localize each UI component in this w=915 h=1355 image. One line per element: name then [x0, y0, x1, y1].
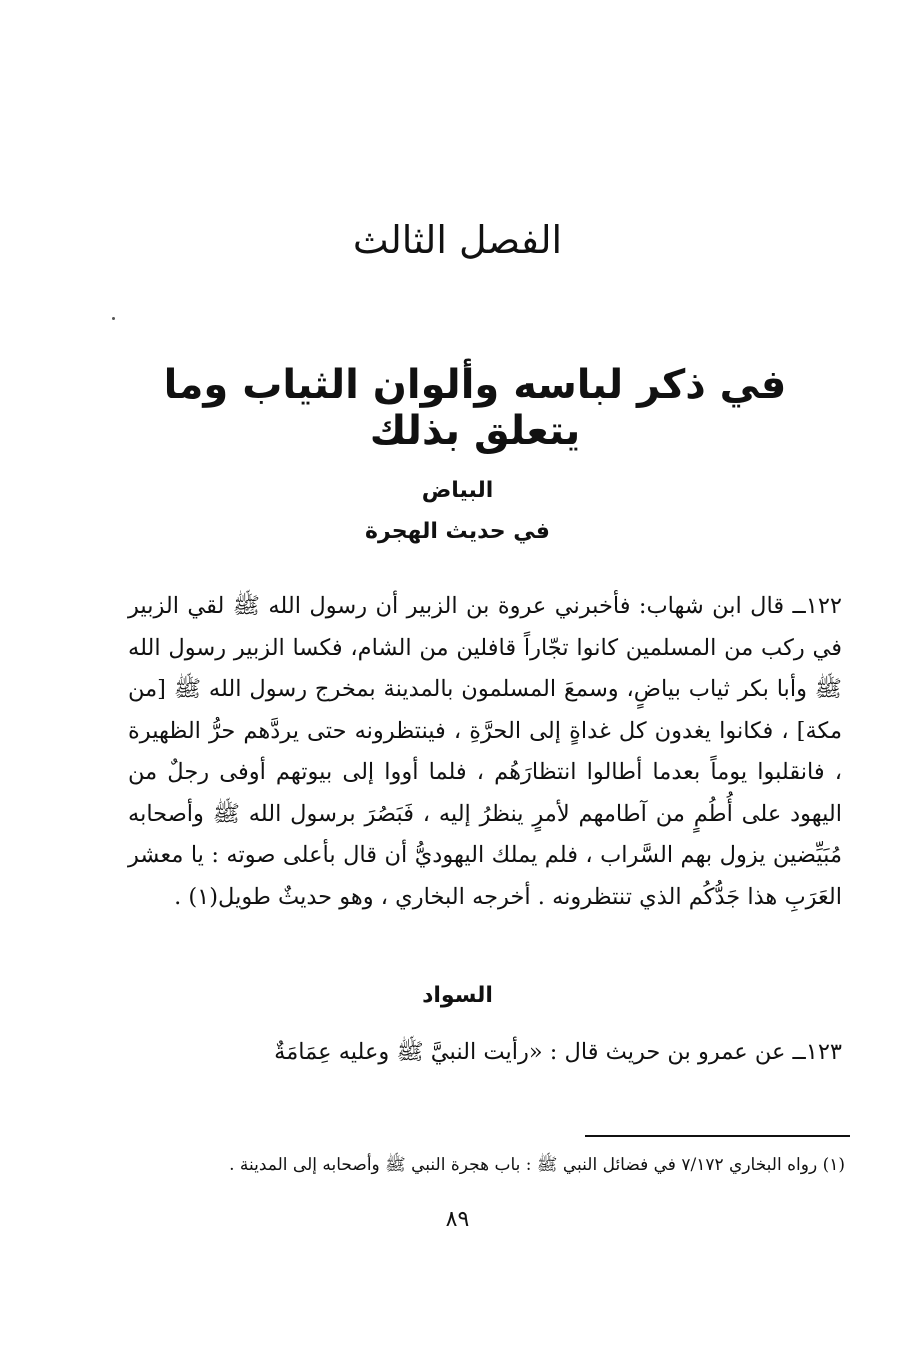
hadith-123-paragraph: ١٢٣ــ عن عمرو بن حريث قال : «رأيت النبيَّ ﷺ وعليه عِمَامَةٌ	[274, 1039, 842, 1065]
footnote: (١) رواه البخاري ٧/١٧٢ في فضائل النبي ﷺ : باب هجرة النبي ﷺ وأصحابه إلى المدينة .	[229, 1155, 845, 1175]
page-number: ٨٩	[445, 1207, 470, 1232]
section-heading-black: السواد	[422, 983, 493, 1008]
chapter-heading: الفصل الثالث	[352, 218, 563, 262]
chapter-title: في ذكر لباسه وألوان الثياب وما يتعلق بذلك	[163, 362, 787, 454]
section-subheading-hijra: في حديث الهجرة	[365, 519, 550, 544]
speck-mark	[112, 317, 115, 320]
section-heading-white: البياض	[421, 478, 494, 503]
footnote-separator	[585, 1135, 850, 1137]
hadith-122-paragraph: ١٢٢ــ قال ابن شهاب: فأخبرني عروة بن الزبير أن رسول الله ﷺ لقي الزبير في ركب من المسلمين كانوا تجّاراً قافلين من الشام، فكسا الزبير رسول الله ﷺ وأبا بكر ثياب بياضٍ، وسمعَ المسلمون بالمدينة بمخرج رسول الله ﷺ [من مكة] ، فكانوا يغدون كل غداةٍ إلى الحرَّةِ ، فينتظرونه حتى يردَّهم حرُّ الظهيرة ، فانقلبوا يوماً بعدما أطالوا انتظارَهُم ، فلما أووا إلى بيوتهم أوفى رجلٌ من اليهود على أُطُمٍ من آطامهم لأمرٍ ينظرُ إليه ، فَبَصُرَ برسول الله ﷺ وأصحابه مُبَيِّضين يزول بهم السَّراب ، فلم يملك اليهوديُّ أن قال بأعلى صوته : يا معشر العَرَبِ هذا جَدُّكُم الذي تنتظرونه . أخرجه البخاري ، وهو حديثٌ طويل(١) .	[128, 593, 842, 910]
